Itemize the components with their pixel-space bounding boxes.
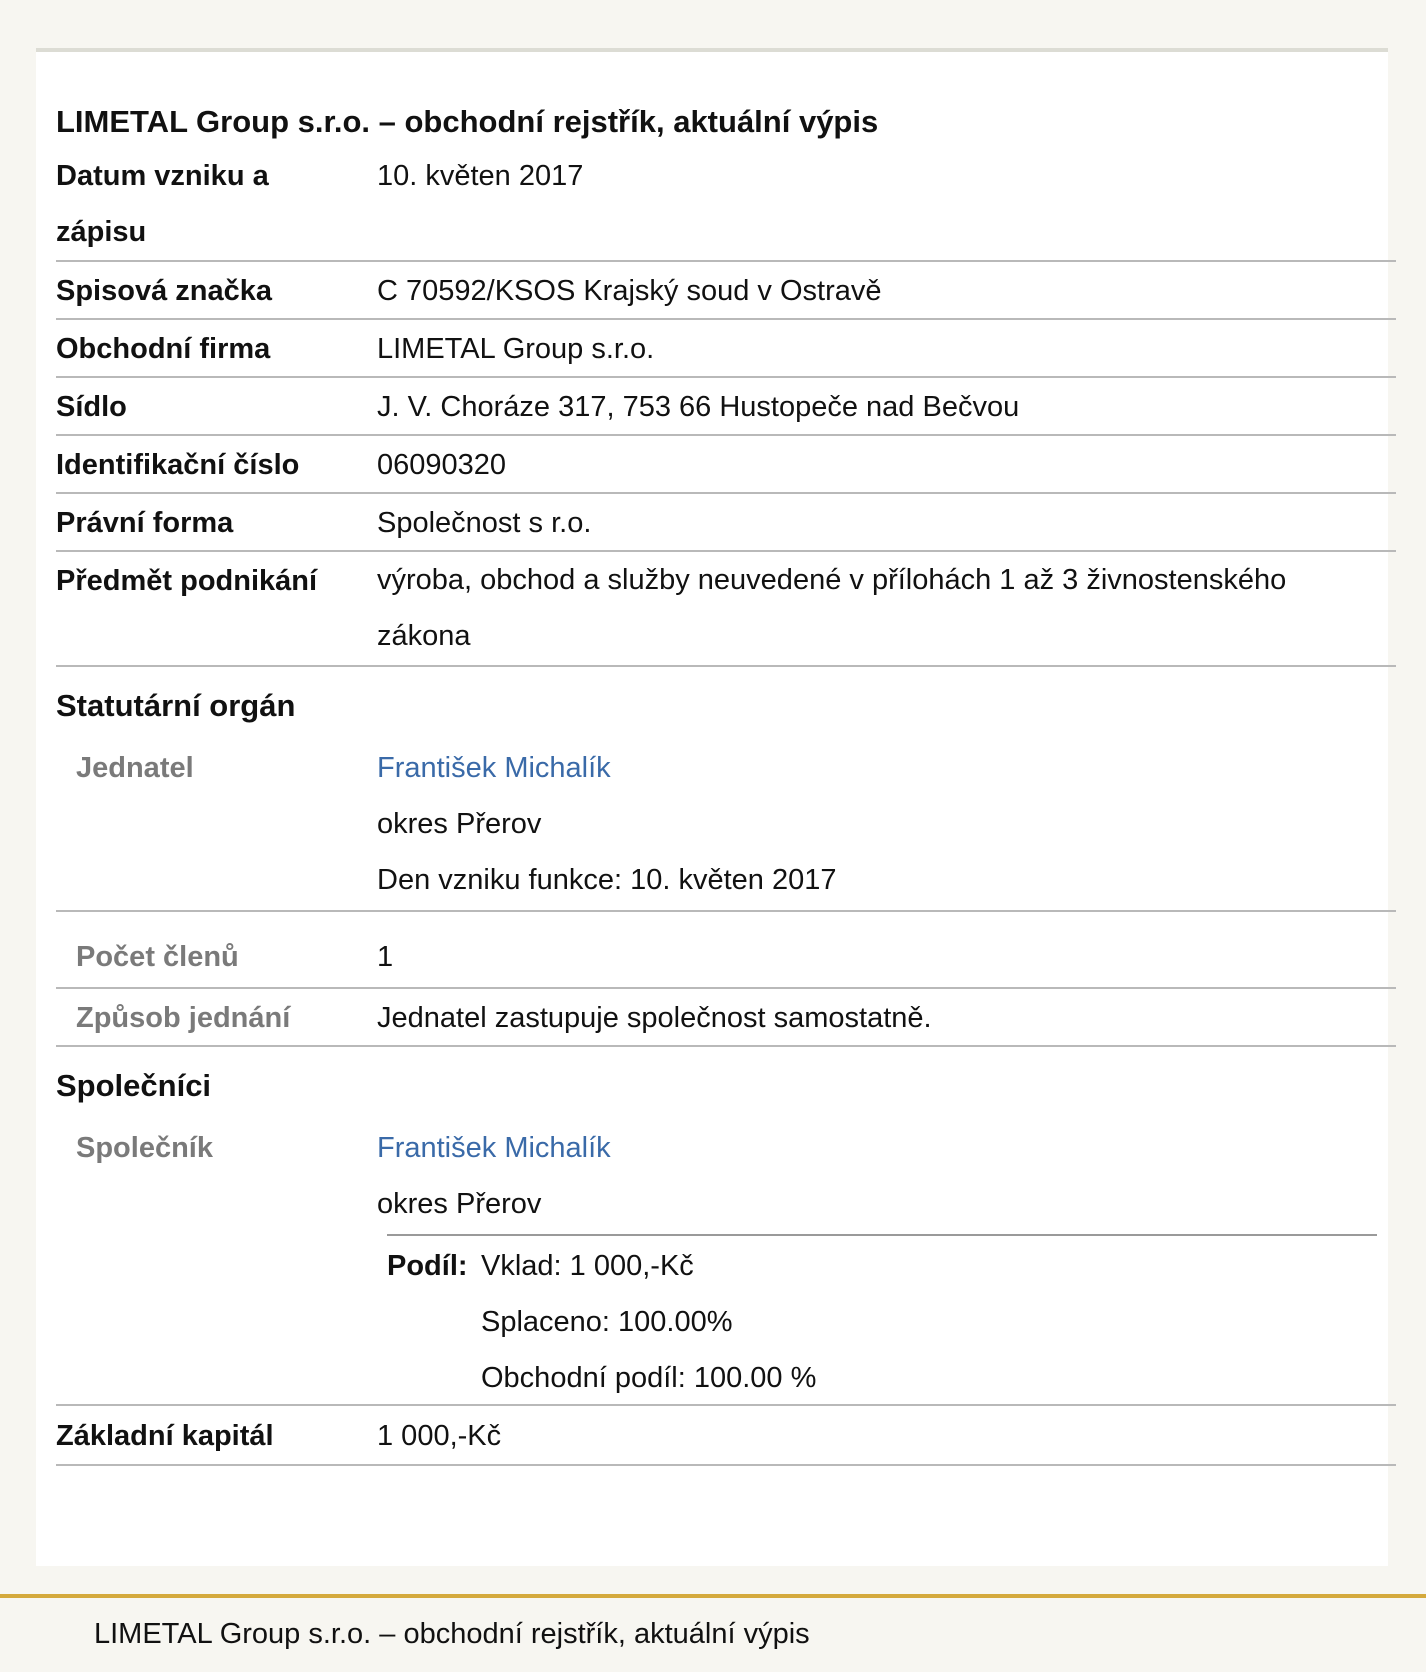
row-label: Základní kapitál [56,1420,274,1452]
share-label: Podíl: [387,1250,468,1282]
row-value: LIMETAL Group s.r.o. [377,333,655,365]
row-value: 1 [377,941,394,973]
row-label: Počet členů [76,941,239,973]
registry-card [36,48,1388,1566]
person-link[interactable]: František Michalík [377,1132,611,1164]
row-pravni-forma [56,494,1396,552]
row-label: Předmět podnikání [56,565,318,597]
page-title: LIMETAL Group s.r.o. – obchodní rejstřík, aktuální výpis [56,104,879,139]
row-label: Jednatel [76,752,194,784]
row-label: Sídlo [56,391,127,423]
section-heading-statutory: Statutární orgán [56,688,296,723]
row-label [56,148,356,260]
row-label-line: Datum vzniku a [56,160,269,192]
person-district: okres Přerov [377,1188,542,1220]
row-value: Společnost s r.o. [377,507,592,539]
footer [0,1594,1426,1672]
person-link[interactable]: František Michalík [377,752,611,784]
row-spisova-znacka [56,262,1396,320]
row-label: Obchodní firma [56,333,271,365]
row-predmet-podnikani [56,552,1396,667]
row-jednatel [56,738,1396,912]
row-value: J. V. Choráze 317, 753 66 Hustopeče nad Bečvou [377,391,1020,423]
row-datum-vzniku [56,148,1396,262]
row-sidlo [56,378,1396,436]
row-value: 1 000,-Kč [377,1420,502,1452]
row-label: Právní forma [56,507,234,539]
row-value-line: výroba, obchod a služby neuvedené v přílohách 1 až 3 živnostenského [377,564,1287,596]
row-label: Identifikační číslo [56,449,300,481]
footer-title: LIMETAL Group s.r.o. – obchodní rejstřík, aktuální výpis [94,1618,810,1650]
row-value [377,552,1377,664]
row-value [377,1120,1377,1232]
person-district: okres Přerov [377,808,542,840]
row-label-line: zápisu [56,216,147,248]
row-zakladni-kapital [56,1406,1396,1466]
share-deposit: Vklad: 1 000,-Kč [481,1250,694,1282]
row-value: Jednatel zastupuje společnost samostatně. [377,1002,932,1034]
row-value [377,740,1377,908]
row-value: C 70592/KSOS Krajský soud v Ostravě [377,275,882,307]
row-label: Způsob jednání [76,1002,291,1034]
share-percentage: Obchodní podíl: 100.00 % [481,1362,817,1394]
row-pocet-clenu [56,912,1396,989]
share-details [481,1238,816,1406]
section-heading-partners: Společníci [56,1068,212,1103]
row-identifikacni-cislo [56,436,1396,494]
row-label: Spisová značka [56,275,272,307]
function-start: Den vzniku funkce: 10. květen 2017 [377,864,837,896]
share-paid: Splaceno: 100.00% [481,1306,733,1338]
row-obchodni-firma [56,320,1396,378]
row-zpusob-jednani [56,989,1396,1047]
row-value: 10. květen 2017 [377,160,584,192]
row-spolecnik [56,1118,1396,1406]
share-divider [387,1234,1377,1236]
row-value-line: zákona [377,620,471,652]
row-label: Společník [76,1132,213,1164]
row-value: 06090320 [377,449,507,481]
